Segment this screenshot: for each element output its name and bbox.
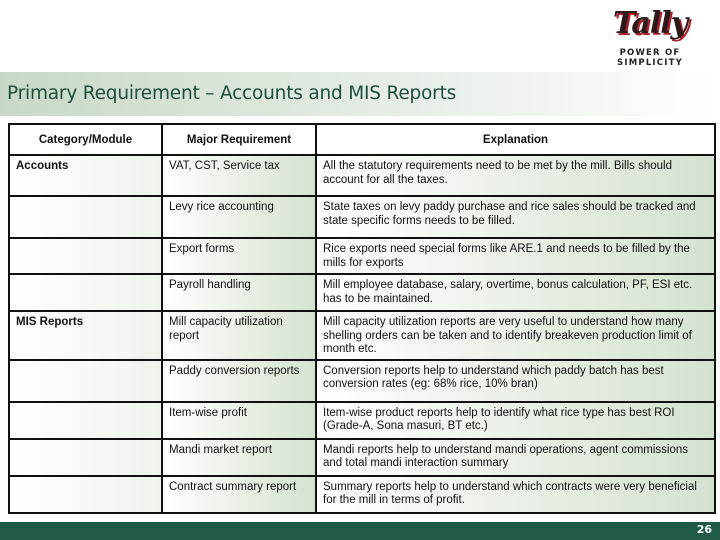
cell-requirement: Paddy conversion reports xyxy=(162,360,316,402)
header-requirement: Major Requirement xyxy=(162,124,316,155)
cell-explanation: Mandi reports help to understand mandi operations, agent commissions and total mandi interaction summary xyxy=(316,439,715,476)
header-category: Category/Module xyxy=(9,124,162,155)
cell-category xyxy=(9,360,162,402)
cell-requirement: Payroll handling xyxy=(162,274,316,311)
cell-explanation: All the statutory requirements need to be met by the mill. Bills should account for all the taxes. xyxy=(316,155,715,196)
cell-requirement: Contract summary report xyxy=(162,476,316,513)
cell-category xyxy=(9,196,162,238)
cell-category: MIS Reports xyxy=(9,311,162,360)
logo-wordmark: Tally xyxy=(612,6,688,41)
logo-tagline: POWER OF SIMPLICITY xyxy=(617,48,683,68)
table-row xyxy=(9,439,715,476)
page-number: 26 xyxy=(696,523,712,536)
cell-requirement: Levy rice accounting xyxy=(162,196,316,238)
cell-explanation: Summary reports help to understand which contracts were very beneficial for the mill in terms of profit. xyxy=(316,476,715,513)
cell-explanation: Rice exports need special forms like ARE.1 and needs to be filled by the mills for exports xyxy=(316,238,715,274)
footer-bar xyxy=(0,522,720,540)
cell-explanation: State taxes on levy paddy purchase and rice sales should be tracked and state specific forms needs to be filled. xyxy=(316,196,715,238)
cell-requirement: Mill capacity utilization report xyxy=(162,311,316,360)
table-row xyxy=(9,476,715,513)
cell-explanation: Mill capacity utilization reports are very useful to understand how many shelling orders can be taken and to identify breakeven production limit of month etc. xyxy=(316,311,715,360)
cell-requirement: Mandi market report xyxy=(162,439,316,476)
tally-logo xyxy=(590,6,710,68)
cell-category xyxy=(9,402,162,439)
table-row xyxy=(9,311,715,360)
table-row xyxy=(9,196,715,238)
cell-category xyxy=(9,439,162,476)
cell-explanation: Mill employee database, salary, overtime, bonus calculation, PF, ESI etc. has to be maintained. xyxy=(316,274,715,311)
cell-category xyxy=(9,238,162,274)
table-row xyxy=(9,238,715,274)
cell-explanation: Item-wise product reports help to identify what rice type has best ROI (Grade-A, Sona masuri, BT etc.) xyxy=(316,402,715,439)
table-row xyxy=(9,360,715,402)
table-row xyxy=(9,155,715,196)
requirements-table xyxy=(8,123,716,514)
table-row xyxy=(9,274,715,311)
cell-category xyxy=(9,274,162,311)
slide-title: Primary Requirement – Accounts and MIS Reports xyxy=(7,83,457,104)
table-header-row xyxy=(9,124,715,155)
cell-category xyxy=(9,476,162,513)
cell-requirement: VAT, CST, Service tax xyxy=(162,155,316,196)
cell-explanation: Conversion reports help to understand which paddy batch has best conversion rates (eg: 68% rice, 10% bran) xyxy=(316,360,715,402)
cell-requirement: Item-wise profit xyxy=(162,402,316,439)
cell-category: Accounts xyxy=(9,155,162,196)
cell-requirement: Export forms xyxy=(162,238,316,274)
header-explanation: Explanation xyxy=(316,124,715,155)
table-row xyxy=(9,402,715,439)
